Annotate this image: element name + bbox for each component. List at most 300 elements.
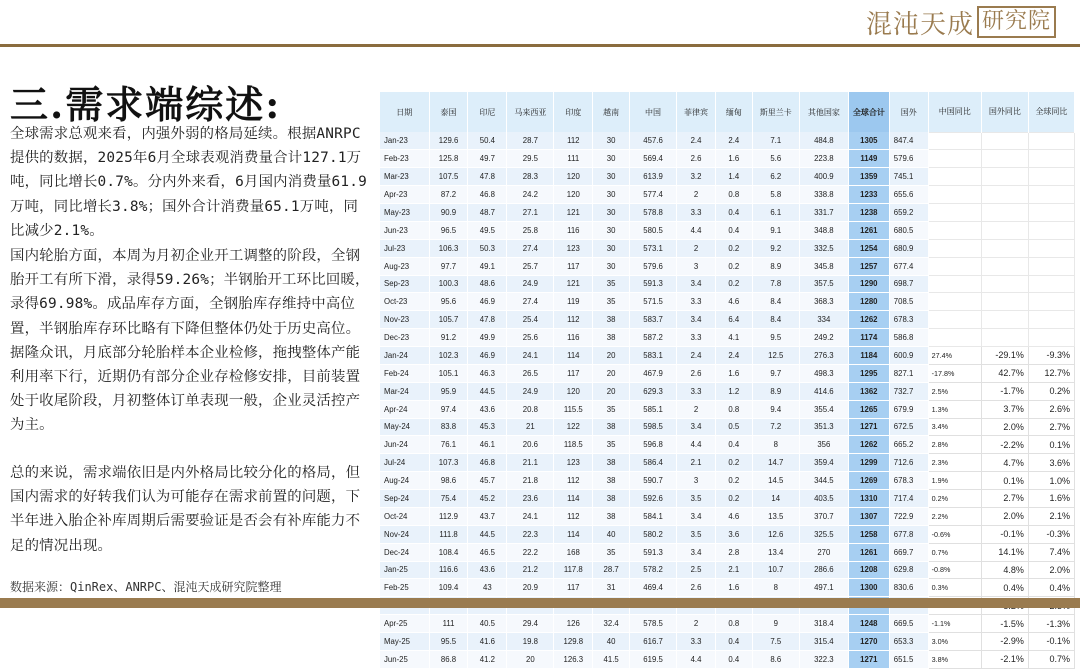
table-cell: 111 — [429, 615, 468, 633]
table-cell: Feb-25 — [380, 579, 429, 597]
table-cell: 30 — [593, 221, 630, 239]
table-cell: 359.4 — [799, 454, 848, 472]
table-cell — [981, 239, 1028, 257]
table-cell: 2.3% — [928, 454, 981, 472]
table-cell: 827.1 — [889, 364, 928, 382]
table-header-cell: 中国同比 — [928, 92, 981, 132]
table-cell: 400.9 — [799, 168, 848, 186]
table-cell: 3.4 — [677, 275, 716, 293]
table-cell: 30 — [593, 239, 630, 257]
table-cell: 50.4 — [468, 132, 507, 150]
table-cell: Aug-24 — [380, 472, 429, 490]
table-cell: 651.5 — [889, 650, 928, 668]
table-cell: 120 — [554, 382, 593, 400]
table-cell: 0.8 — [715, 400, 752, 418]
table-cell: 98.6 — [429, 472, 468, 490]
table-cell: 3.3 — [677, 382, 716, 400]
table-cell — [981, 204, 1028, 222]
table-cell: 1.6 — [715, 150, 752, 168]
table-cell — [928, 257, 981, 275]
table-cell: 25.4 — [507, 311, 554, 329]
table-cell: 116 — [554, 329, 593, 347]
table-cell: 109.4 — [429, 579, 468, 597]
table-cell: -1.1% — [928, 615, 981, 633]
table-cell: -1.3% — [1028, 615, 1074, 633]
table-cell: 5.6 — [752, 150, 799, 168]
table-cell: 587.2 — [630, 329, 677, 347]
table-cell: 35 — [593, 436, 630, 454]
table-cell: 580.2 — [630, 525, 677, 543]
table-cell — [981, 257, 1028, 275]
table-cell: 1270 — [848, 633, 889, 651]
table-cell: 1238 — [848, 204, 889, 222]
table-cell — [928, 293, 981, 311]
table-cell: 107.5 — [429, 168, 468, 186]
table-cell: 9.2 — [752, 239, 799, 257]
table-cell: 29.5 — [507, 150, 554, 168]
table-cell: 745.1 — [889, 168, 928, 186]
table-cell: -17.8% — [928, 364, 981, 382]
table-header-cell: 马来西亚 — [507, 92, 554, 132]
table-cell: 2 — [677, 400, 716, 418]
table-cell: 38 — [593, 454, 630, 472]
table-cell: 4.8% — [981, 561, 1028, 579]
table-cell: 2 — [677, 186, 716, 204]
table-cell: 2.4 — [715, 132, 752, 150]
table-cell: 21.1 — [507, 454, 554, 472]
table-cell: 1174 — [848, 329, 889, 347]
table-header-cell: 泰国 — [429, 92, 468, 132]
table-cell — [1028, 311, 1074, 329]
table-cell: 344.5 — [799, 472, 848, 490]
table-cell: 1248 — [848, 615, 889, 633]
table-cell: 30 — [593, 132, 630, 150]
table-cell: 669.5 — [889, 615, 928, 633]
table-cell — [981, 329, 1028, 347]
table-cell: 111.8 — [429, 525, 468, 543]
table-cell: 40 — [593, 525, 630, 543]
table-cell — [928, 204, 981, 222]
page-title: 三.需求端综述: — [10, 82, 282, 127]
table-cell: 46.9 — [468, 293, 507, 311]
table-cell: 43.7 — [468, 507, 507, 525]
table-cell: 12.5 — [752, 347, 799, 365]
table-cell: 76.1 — [429, 436, 468, 454]
table-cell: 0.7% — [928, 543, 981, 561]
table-cell: 3.6% — [1028, 454, 1074, 472]
table-row — [380, 275, 1075, 293]
table-cell: 24.2 — [507, 186, 554, 204]
table-cell: 3.4 — [677, 507, 716, 525]
table-cell: -0.6% — [928, 525, 981, 543]
table-cell: 3.4% — [928, 418, 981, 436]
table-cell: 0.4% — [1028, 579, 1074, 597]
table-cell: 96.5 — [429, 221, 468, 239]
table-cell: 20.8 — [507, 400, 554, 418]
table-cell: 596.8 — [630, 436, 677, 454]
table-cell: 2.6 — [677, 579, 716, 597]
table-cell: 1.0% — [1028, 472, 1074, 490]
table-cell: 112 — [554, 507, 593, 525]
table-row — [380, 293, 1075, 311]
table-row — [380, 615, 1075, 633]
table-cell: 2.8 — [715, 543, 752, 561]
table-cell: 591.3 — [630, 275, 677, 293]
table-cell: 7.2 — [752, 418, 799, 436]
table-cell: 591.3 — [630, 543, 677, 561]
table-cell: 129.6 — [429, 132, 468, 150]
table-cell: 249.2 — [799, 329, 848, 347]
table-cell: 21 — [507, 418, 554, 436]
table-cell — [981, 275, 1028, 293]
table-cell — [928, 150, 981, 168]
table-cell — [981, 132, 1028, 150]
table-row — [380, 204, 1075, 222]
table-cell: 38 — [593, 507, 630, 525]
table-cell — [1028, 329, 1074, 347]
table-cell: 669.7 — [889, 543, 928, 561]
table-cell: 270 — [799, 543, 848, 561]
table-cell: -2.2% — [981, 436, 1028, 454]
table-cell: May-23 — [380, 204, 429, 222]
table-cell: 1280 — [848, 293, 889, 311]
table-cell — [981, 150, 1028, 168]
table-cell: 286.6 — [799, 561, 848, 579]
table-cell: 25.8 — [507, 221, 554, 239]
table-cell: 41.6 — [468, 633, 507, 651]
table-cell: 469.4 — [630, 579, 677, 597]
table-cell: Jun-25 — [380, 650, 429, 668]
table-cell: 653.3 — [889, 633, 928, 651]
summary-paragraph-global: 全球需求总观来看，内强外弱的格局延续。根据ANRPC提供的数据，2025年6月全球表观消费量合计127.1万吨，同比增长0.7%。分内外来看，6月国内消费量61.9万吨，同比增长3.8%；国外合计消费量65.1万吨，同比减少2.1%。 — [10, 126, 367, 239]
table-cell: 2 — [677, 239, 716, 257]
table-cell: 629.3 — [630, 382, 677, 400]
table-cell: 95.5 — [429, 633, 468, 651]
table-cell: 355.4 — [799, 400, 848, 418]
table-cell: 21.8 — [507, 472, 554, 490]
table-cell: 46.8 — [468, 186, 507, 204]
table-cell: 332.5 — [799, 239, 848, 257]
table-cell: 12.7% — [1028, 364, 1074, 382]
table-cell: Apr-25 — [380, 615, 429, 633]
table-cell: 1290 — [848, 275, 889, 293]
table-cell: 50.3 — [468, 239, 507, 257]
table-cell: 2.5% — [928, 382, 981, 400]
table-cell: 2 — [677, 615, 716, 633]
table-cell: 7.4% — [1028, 543, 1074, 561]
table-cell: 3.7% — [981, 400, 1028, 418]
table-cell: 20.9 — [507, 579, 554, 597]
table-cell: 114 — [554, 347, 593, 365]
table-cell: 1.4 — [715, 168, 752, 186]
table-cell: 0.2% — [928, 490, 981, 508]
table-cell: May-24 — [380, 418, 429, 436]
table-header-cell: 全球合计 — [848, 92, 889, 132]
table-cell — [928, 132, 981, 150]
table-cell: 677.4 — [889, 257, 928, 275]
table-cell: 116.6 — [429, 561, 468, 579]
table-cell: 0.2 — [715, 275, 752, 293]
table-cell: 21.2 — [507, 561, 554, 579]
table-cell: 22.2 — [507, 543, 554, 561]
table-cell: 325.5 — [799, 525, 848, 543]
table-cell: 38 — [593, 418, 630, 436]
table-cell: 112 — [554, 311, 593, 329]
table-cell: Sep-24 — [380, 490, 429, 508]
table-cell: 318.4 — [799, 615, 848, 633]
table-header-cell: 缅甸 — [715, 92, 752, 132]
table-cell: 14 — [752, 490, 799, 508]
table-cell: 0.8 — [715, 186, 752, 204]
table-cell: 14.7 — [752, 454, 799, 472]
table-cell: 6.4 — [715, 311, 752, 329]
table-cell: 4.1 — [715, 329, 752, 347]
table-cell: 114 — [554, 490, 593, 508]
table-cell: 1254 — [848, 239, 889, 257]
table-cell: 2.6 — [677, 150, 716, 168]
table-cell: 115.5 — [554, 400, 593, 418]
table-cell — [1028, 239, 1074, 257]
table-cell: 585.1 — [630, 400, 677, 418]
table-cell: -2.1% — [981, 650, 1028, 668]
table-cell: 356 — [799, 436, 848, 454]
table-cell: 580.5 — [630, 221, 677, 239]
table-cell: 1233 — [848, 186, 889, 204]
table-cell: 2.1% — [1028, 507, 1074, 525]
table-cell: 2.4 — [715, 347, 752, 365]
table-cell: 1262 — [848, 311, 889, 329]
table-cell: 13.4 — [752, 543, 799, 561]
table-cell: 578.5 — [630, 615, 677, 633]
table-cell: 20 — [507, 650, 554, 668]
table-cell: 90.9 — [429, 204, 468, 222]
table-row — [380, 400, 1075, 418]
table-row — [380, 561, 1075, 579]
table-cell: 126.3 — [554, 650, 593, 668]
table-cell: 2.1 — [677, 454, 716, 472]
table-cell: 0.2 — [715, 490, 752, 508]
table-cell: Apr-23 — [380, 186, 429, 204]
table-cell: 678.3 — [889, 472, 928, 490]
table-row — [380, 311, 1075, 329]
table-cell: 12.6 — [752, 525, 799, 543]
table-cell: 38 — [593, 490, 630, 508]
table-cell: Nov-24 — [380, 525, 429, 543]
table-cell: 1.6% — [1028, 490, 1074, 508]
table-body — [380, 132, 1075, 668]
table-cell: 1258 — [848, 525, 889, 543]
table-cell: 28.3 — [507, 168, 554, 186]
table-cell: 484.8 — [799, 132, 848, 150]
table-cell: 0.1% — [1028, 436, 1074, 454]
table-cell: 0.4 — [715, 633, 752, 651]
table-cell: 40.5 — [468, 615, 507, 633]
table-header-cell: 斯里兰卡 — [752, 92, 799, 132]
table-cell: 1257 — [848, 257, 889, 275]
table-cell: 168 — [554, 543, 593, 561]
table-cell: 30 — [593, 186, 630, 204]
table-cell: 0.2 — [715, 472, 752, 490]
table-cell: 3.4 — [677, 543, 716, 561]
table-cell — [1028, 293, 1074, 311]
table-cell: 600.9 — [889, 347, 928, 365]
table-cell: 49.5 — [468, 221, 507, 239]
data-source-note: 数据来源：QinRex、ANRPC、混沌天成研究院整理 — [10, 580, 282, 594]
summary-paragraph-conclusion: 总的来说，需求端依旧是内外格局比较分化的格局，但国内需求的好转我们认为可能存在需求前置的问题，下半年进入胎企补库周期后需要验证是否会有补库能力不足的情况出现。 — [10, 465, 361, 554]
table-cell: 0.4 — [715, 436, 752, 454]
table-cell: 0.4% — [981, 579, 1028, 597]
table-header-cell: 印度 — [554, 92, 593, 132]
table-cell: 6.2 — [752, 168, 799, 186]
table-row — [380, 132, 1075, 150]
table-cell: Dec-24 — [380, 543, 429, 561]
table-cell: 717.4 — [889, 490, 928, 508]
table-cell: 8 — [752, 579, 799, 597]
table-cell: 117 — [554, 579, 593, 597]
table-cell: 129.8 — [554, 633, 593, 651]
table-cell: 95.6 — [429, 293, 468, 311]
table-cell: 0.4 — [715, 221, 752, 239]
consumption-table — [380, 92, 1075, 669]
table-cell: 118.5 — [554, 436, 593, 454]
table-cell — [1028, 204, 1074, 222]
table-cell: 121 — [554, 204, 593, 222]
table-cell: 1362 — [848, 382, 889, 400]
table-row — [380, 633, 1075, 651]
table-cell: 584.1 — [630, 507, 677, 525]
table-cell: 698.7 — [889, 275, 928, 293]
table-cell — [928, 275, 981, 293]
table-cell: Oct-23 — [380, 293, 429, 311]
table-cell: Sep-23 — [380, 275, 429, 293]
table-cell: -2.9% — [981, 633, 1028, 651]
table-cell: 498.3 — [799, 364, 848, 382]
table-cell: 117 — [554, 257, 593, 275]
table-cell: 1310 — [848, 490, 889, 508]
table-cell: 579.6 — [889, 150, 928, 168]
table-cell: 31 — [593, 579, 630, 597]
table-cell: 0.4 — [715, 650, 752, 668]
table-cell — [928, 329, 981, 347]
table-cell: 830.6 — [889, 579, 928, 597]
table-cell — [981, 293, 1028, 311]
table-cell: Feb-24 — [380, 364, 429, 382]
table-row — [380, 186, 1075, 204]
table-cell: 48.6 — [468, 275, 507, 293]
table-cell: 25.6 — [507, 329, 554, 347]
table-cell: 47.8 — [468, 311, 507, 329]
table-header-cell: 日期 — [380, 92, 429, 132]
table-cell: 25.7 — [507, 257, 554, 275]
table-cell: Apr-24 — [380, 400, 429, 418]
table-cell — [928, 221, 981, 239]
table-cell: 100.3 — [429, 275, 468, 293]
table-cell: 569.4 — [630, 150, 677, 168]
table-cell: 1359 — [848, 168, 889, 186]
table-cell: 665.2 — [889, 436, 928, 454]
table-cell: 414.6 — [799, 382, 848, 400]
table-cell: -0.8% — [928, 561, 981, 579]
table-cell: 678.3 — [889, 311, 928, 329]
table-cell: 2.1 — [715, 561, 752, 579]
table-cell: 45.2 — [468, 490, 507, 508]
table-cell: 102.3 — [429, 347, 468, 365]
table-cell: 4.7% — [981, 454, 1028, 472]
table-cell: 6.1 — [752, 204, 799, 222]
table-row — [380, 329, 1075, 347]
table-header-cell: 中国 — [630, 92, 677, 132]
table-header-cell: 印尼 — [468, 92, 507, 132]
table-cell: 1.3% — [928, 400, 981, 418]
table-cell: 613.9 — [630, 168, 677, 186]
table-cell: 2.6% — [1028, 400, 1074, 418]
table-cell: 590.7 — [630, 472, 677, 490]
table-cell: 680.5 — [889, 221, 928, 239]
table-cell: Jan-24 — [380, 347, 429, 365]
table-cell: 3.4 — [677, 418, 716, 436]
table-cell — [1028, 132, 1074, 150]
table-cell: 46.1 — [468, 436, 507, 454]
table-cell: 8 — [752, 436, 799, 454]
table-cell: 2.6 — [677, 364, 716, 382]
table-cell: 2.0% — [981, 418, 1028, 436]
table-cell: 45.7 — [468, 472, 507, 490]
table-cell: 1261 — [848, 221, 889, 239]
table-cell — [981, 221, 1028, 239]
table-cell: 351.3 — [799, 418, 848, 436]
table-cell: 27.4 — [507, 293, 554, 311]
table-cell — [928, 311, 981, 329]
table-cell: 357.5 — [799, 275, 848, 293]
table-cell: 19.8 — [507, 633, 554, 651]
table-cell: 659.2 — [889, 204, 928, 222]
table-cell: 0.2% — [1028, 382, 1074, 400]
table-cell: 28.7 — [507, 132, 554, 150]
table-cell — [1028, 150, 1074, 168]
table-cell: 46.9 — [468, 347, 507, 365]
table-cell: 27.1 — [507, 204, 554, 222]
table-cell: 3.5 — [677, 490, 716, 508]
table-cell: 44.5 — [468, 525, 507, 543]
table-cell — [981, 168, 1028, 186]
table-cell: 578.2 — [630, 561, 677, 579]
table-cell: Jul-23 — [380, 239, 429, 257]
table-cell: 30 — [593, 150, 630, 168]
table-cell: 24.1 — [507, 507, 554, 525]
table-cell: 117.8 — [554, 561, 593, 579]
table-cell: 1208 — [848, 561, 889, 579]
table-cell: 586.8 — [889, 329, 928, 347]
table-cell: 8.9 — [752, 382, 799, 400]
table-cell: 91.2 — [429, 329, 468, 347]
table-cell: 22.3 — [507, 525, 554, 543]
table-cell: 1265 — [848, 400, 889, 418]
table-cell: 847.4 — [889, 132, 928, 150]
table-cell: 38 — [593, 472, 630, 490]
table-cell: 75.4 — [429, 490, 468, 508]
table-cell: 276.3 — [799, 347, 848, 365]
table-cell — [1028, 275, 1074, 293]
table-cell: 708.5 — [889, 293, 928, 311]
table-cell — [981, 311, 1028, 329]
table-cell: -1.5% — [981, 615, 1028, 633]
table-row — [380, 543, 1075, 561]
table-cell: 592.6 — [630, 490, 677, 508]
table-cell: 9.5 — [752, 329, 799, 347]
table-cell — [928, 239, 981, 257]
table-cell: 35 — [593, 293, 630, 311]
table-row — [380, 454, 1075, 472]
